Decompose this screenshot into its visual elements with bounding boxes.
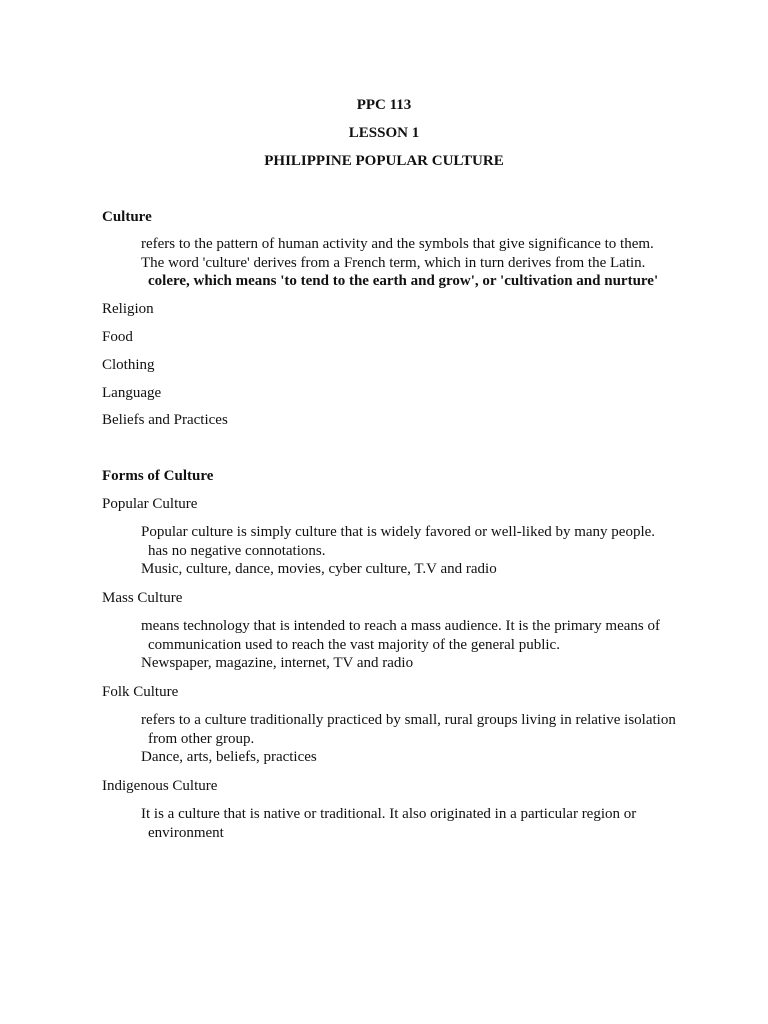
culture-bullet-1 — [127, 235, 698, 254]
bullet-text: refers to the pattern of human activity and the symbols that give significance to them. — [141, 236, 654, 252]
mass-bullet-1 — [127, 617, 698, 636]
culture-heading: Culture — [102, 209, 152, 225]
indigenous-bullet-1-continuation: environment — [148, 825, 224, 841]
culture-item-food: Food — [102, 329, 133, 345]
indigenous-bullet-1 — [127, 805, 698, 824]
bullet-text: Dance, arts, beliefs, practices — [141, 749, 317, 765]
bullet-text: Newspaper, magazine, internet, TV and radio — [141, 655, 414, 671]
course-code: PPC 113 — [356, 97, 412, 113]
bullet-text: means technology that is intended to reach a mass audience. It is the primary means of — [141, 618, 661, 634]
folk-bullet-2 — [127, 748, 698, 767]
bullet-text: refers to a culture traditionally practiced by small, rural groups living in relative isolation — [141, 712, 676, 728]
forms-heading: Forms of Culture — [102, 468, 214, 484]
mass-bullet-2 — [127, 654, 698, 673]
mass-bullet-1-continuation: communication used to reach the vast majority of the general public. — [148, 637, 560, 653]
folk-bullet-1-continuation: from other group. — [148, 731, 255, 747]
mass-culture-title: Mass Culture — [102, 590, 183, 606]
bullet-text: Music, culture, dance, movies, cyber culture, T.V and radio — [141, 561, 497, 577]
popular-bullet-2 — [127, 560, 698, 579]
bullet-text: It is a culture that is native or traditional. It also originated in a particular region or — [141, 806, 637, 822]
popular-bullet-1-continuation: has no negative connotations. — [148, 543, 326, 559]
popular-bullet-1 — [127, 523, 698, 542]
page-title: PHILIPPINE POPULAR CULTURE — [264, 153, 504, 169]
popular-culture-title: Popular Culture — [102, 496, 198, 512]
indigenous-culture-title: Indigenous Culture — [102, 778, 218, 794]
culture-item-language: Language — [102, 385, 162, 401]
culture-bullet-2 — [127, 254, 698, 273]
bullet-text: The word 'culture' derives from a French term, which in turn derives from the Latin. — [141, 255, 646, 271]
folk-culture-title: Folk Culture — [102, 684, 179, 700]
culture-item-beliefs: Beliefs and Practices — [102, 412, 228, 428]
culture-bullet-2-continuation: colere, which means 'to tend to the earth and grow', or 'cultivation and nurture' — [148, 273, 659, 289]
lesson-number: LESSON 1 — [348, 125, 420, 141]
culture-item-clothing: Clothing — [102, 357, 155, 373]
folk-bullet-1 — [127, 711, 698, 730]
culture-item-religion: Religion — [102, 301, 154, 317]
bullet-text: Popular culture is simply culture that is widely favored or well-liked by many people. — [141, 524, 656, 540]
